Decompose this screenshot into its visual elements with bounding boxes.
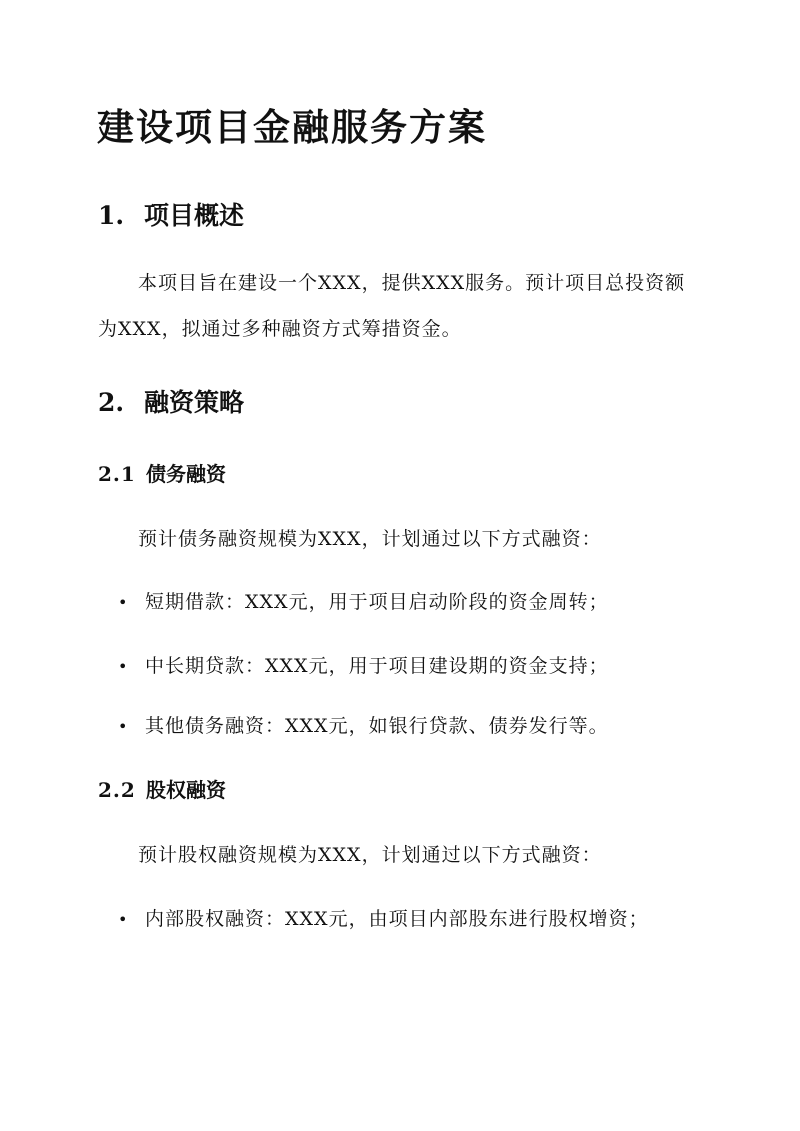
list-item [118,587,609,614]
list-item [118,711,609,738]
list-item-text: 其他债务融资：XXX元，如银行贷款、债券发行等。 [145,715,609,737]
list-item [118,904,649,931]
subsection-title: 股权融资 [146,778,226,802]
debt-financing-lead: 预计债务融资规模为XXX，计划通过以下方式融资： [138,528,602,550]
list-item-text: 中长期贷款：XXX元，用于项目建设期的资金支持； [145,655,609,677]
bullet-icon: • [118,717,129,736]
subsection-title: 债务融资 [146,462,226,486]
section-number: 1. [98,201,125,230]
bullet-icon: • [118,657,129,676]
bullet-icon: • [118,593,129,612]
section-title: 融资策略 [144,388,245,417]
subsection-number: 2.2 [98,778,136,802]
subsection-heading-debt-financing [98,458,226,487]
list-item [118,651,609,678]
subsection-heading-equity-financing [98,774,226,803]
bullet-icon: • [118,910,129,929]
overview-paragraph: 本项目旨在建设一个XXX，提供XXX服务。预计项目总投资额为XXX，拟通过多种融资方式筹措资金。 [98,272,686,340]
section-heading-financing-strategy [98,383,244,419]
document-title: 建设项目金融服务方案 [97,105,487,149]
subsection-number: 2.1 [98,462,136,486]
section-title: 项目概述 [144,201,245,230]
equity-financing-lead: 预计股权融资规模为XXX，计划通过以下方式融资： [138,844,602,866]
section-heading-overview [98,196,244,232]
list-item-text: 内部股权融资：XXX元，由项目内部股东进行股权增资； [145,908,649,930]
list-item-text: 短期借款：XXX元，用于项目启动阶段的资金周转； [145,591,609,613]
section-number: 2. [98,388,125,417]
